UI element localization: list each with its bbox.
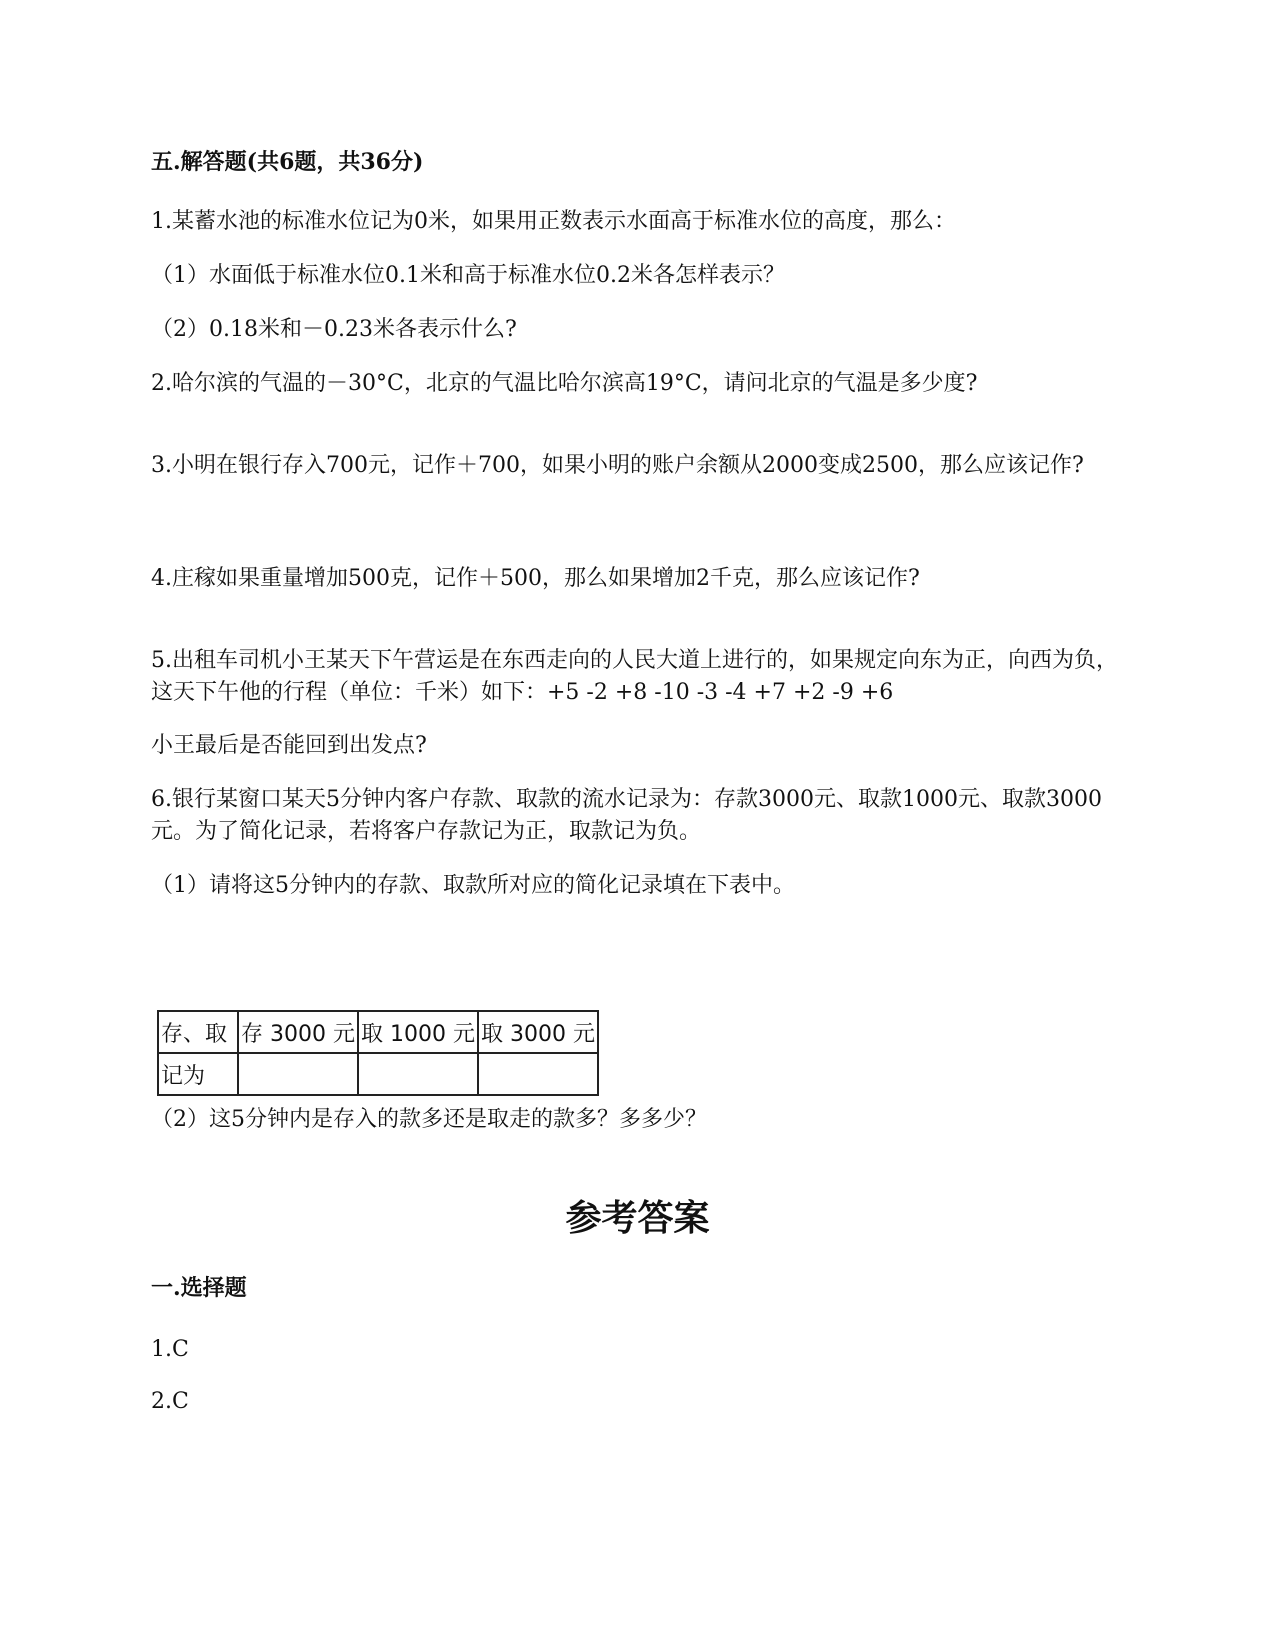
question-3-stem: 3.小明在银行存入700元，记作＋700，如果小明的账户余额从2000变成2500，那么应该记作? [151, 453, 1084, 478]
question-5-question: 小王最后是否能回到出发点? [151, 733, 427, 758]
question-6-part-2: （2）这5分钟内是存入的款多还是取走的款多？多多少？ [151, 1107, 707, 1132]
question-6-part-1: （1）请将这5分钟内的存款、取款所对应的简化记录填在下表中。 [151, 873, 795, 898]
question-2-stem: 2.哈尔滨的气温的－30°C，北京的气温比哈尔滨高19°C，请问北京的气温是多少度? [151, 371, 978, 396]
answers-title: 参考答案 [565, 1197, 710, 1239]
table-cell: 取 1000 元 [358, 1011, 478, 1053]
table-cell-blank[interactable] [358, 1053, 478, 1095]
table-cell-blank[interactable] [238, 1053, 358, 1095]
answers-section-1-title: 一.选择题 [151, 1275, 247, 1301]
question-1-part-2: （2）0.18米和－0.23米各表示什么? [151, 317, 517, 342]
record-table [157, 1010, 599, 1096]
question-6-stem: 6.银行某窗口某天5分钟内客户存款、取款的流水记录为：存款3000元、取款1000元、取款3000元。为了简化记录，若将客户存款记为正，取款记为负。 [151, 787, 1102, 844]
question-4-stem: 4.庄稼如果重量增加500克，记作＋500，那么如果增加2千克，那么应该记作? [151, 566, 920, 591]
table-row [158, 1011, 598, 1053]
question-5-stem: 5.出租车司机小王某天下午营运是在东西走向的人民大道上进行的，如果规定向东为正，向西为负，这天下午他的行程（单位：千米）如下：+5 -2 +8 -10 -3 -4 +7 +2 -9 +6 [151, 648, 1118, 705]
answer-item: 2.C [151, 1389, 189, 1414]
table-cell: 存 3000 元 [238, 1011, 358, 1053]
table-cell-blank[interactable] [478, 1053, 598, 1095]
table-cell: 记为 [158, 1053, 238, 1095]
table-cell: 取 3000 元 [478, 1011, 598, 1053]
question-1-part-1: （1）水面低于标准水位0.1米和高于标准水位0.2米各怎样表示？ [151, 263, 785, 288]
question-1-stem: 1.某蓄水池的标准水位记为0米，如果用正数表示水面高于标准水位的高度，那么： [151, 209, 956, 234]
table-row [158, 1053, 598, 1095]
table-cell: 存、取 [158, 1011, 238, 1053]
section-5-title: 五.解答题(共6题，共36分) [151, 149, 424, 175]
answer-item: 1.C [151, 1337, 189, 1362]
